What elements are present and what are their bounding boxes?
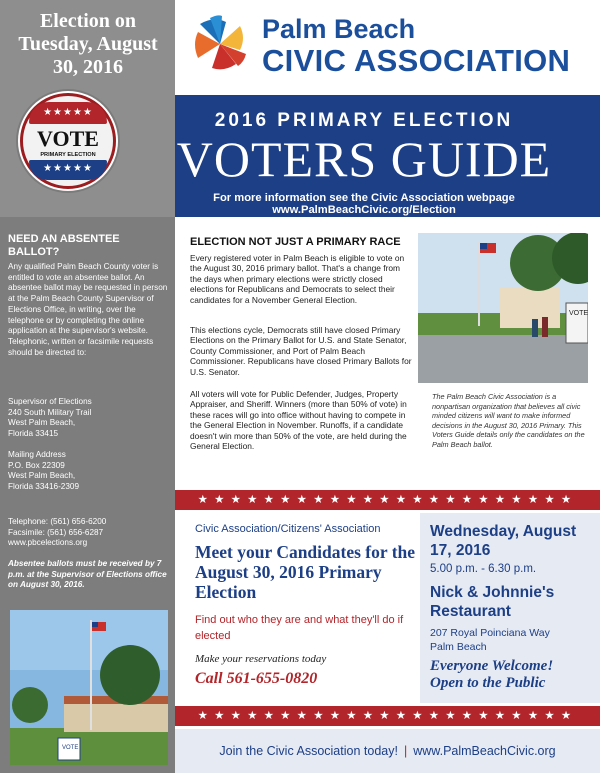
facsimile: Facsimile: (561) 656-6287 — [8, 527, 104, 537]
sidebar-office-address — [8, 397, 170, 440]
article-paragraph-1: Every registered voter in Palm Beach is eligible to vote on the August 30, 2016 primary ballot. That's a change from the days when primary elections were strictly closed elections for Republicans and Democrats to select their candidates for a November General Election. — [190, 253, 405, 305]
town-hall-photo — [418, 233, 588, 383]
banner-subtitle: 2016 PRIMARY ELECTION — [214, 110, 514, 131]
footer — [175, 729, 600, 773]
photo-caption: The Palm Beach Civic Association is a nonpartisan organization that believes all civic minded citizens will want to make informed decisions in the August 30, 2016 Primary. This Voters Guide details only the candidates on the Palm Beach ballot. — [432, 392, 585, 449]
banner-title: VOTERS GUIDE — [176, 131, 552, 187]
event-time: 5.00 p.m. - 6.30 p.m. — [430, 563, 537, 575]
event-welcome — [430, 658, 553, 692]
office-line: Florida 33415 — [8, 429, 59, 439]
sidebar-contact — [8, 517, 170, 549]
event-phone: Call 561-655-0820 — [195, 670, 318, 687]
mailing-line: P.O. Box 22309 — [8, 460, 65, 470]
welcome-line: Open to the Public — [430, 675, 546, 691]
article-heading: ELECTION NOT JUST A PRIMARY RACE — [190, 236, 401, 248]
event-reservations: Make your reservations today — [195, 653, 327, 665]
mailing-line: West Palm Beach, — [8, 471, 76, 481]
mailing-line: Florida 33416-2309 — [8, 482, 80, 492]
event-venue: Nick & Johnnie's Restaurant — [430, 584, 555, 620]
join-text: Join the Civic Association today! — [219, 744, 398, 758]
brand-name-line2: CIVIC ASSOCIATION — [262, 43, 571, 78]
stars-row: ★★★★★★★★★★★★★★★★★★★★★★★ — [175, 493, 600, 507]
civic-website-link[interactable]: www.PalmBeachCivic.org — [413, 744, 556, 758]
article-paragraph-3: All voters will vote for Public Defender, Judges, Property Appraiser, and Sheriff. Winners (more than 50% of vote) in these races will go into office without having to compete in the General Election in November. Runoffs, if a candidate doesn't win more than 50% of the vote, are held during the General Election. — [190, 389, 407, 452]
stars-divider-bottom — [175, 706, 600, 726]
footer-separator: | — [403, 744, 408, 758]
polling-place-photo — [10, 610, 168, 765]
stars-row: ★★★★★★★★★★★★★★★★★★★★★★★ — [175, 709, 600, 723]
badge-stars-bottom: ★★★★★ — [29, 160, 107, 180]
event-organizer: Civic Association/Citizens' Association — [195, 523, 381, 535]
civic-association-logo-icon — [192, 14, 248, 76]
sign-vote-text: VOTE — [62, 745, 79, 751]
event-tagline: Find out who they are and what they'll do if elected — [195, 614, 404, 642]
sidebar-heading: NEED AN ABSENTEE BALLOT? — [8, 233, 120, 258]
sidebar-intro: Any qualified Palm Beach County voter is entitled to vote an absentee ballot. An absentee ballot may be requested in person at the Palm Beach County Supervisor of Elections Office, in writing, over the telephone or by completing the online application at the supervisor's website. Telephonic, written or facsimile requests should be directed to: — [8, 262, 168, 357]
article-paragraph-2: This elections cycle, Democrats still have closed Primary Elections on the Primary Ballot for U.S. and State Senator, County Commissioner, and Port of Palm Beach Commissioner. Republicans have closed Primary Ballots for U.S. Senator. — [190, 325, 412, 377]
sidebar-deadline: Absentee ballots must be received by 7 p.m. at the Supervisor of Elections office on August 30, 2016. — [8, 559, 167, 590]
brand-name-line1: Palm Beach — [262, 14, 416, 44]
badge-vote-text: VOTE — [37, 126, 99, 151]
office-line: 240 South Military Trail — [8, 407, 92, 417]
stars-divider-top — [175, 490, 600, 510]
badge-sub-text: PRIMARY ELECTION — [40, 152, 96, 158]
event-title: Meet your Candidates for the August 30, 2016 Primary Election — [195, 542, 416, 602]
event-address — [430, 626, 550, 654]
sidebar-mailing-address — [8, 450, 170, 493]
address-line: 207 Royal Poinciana Way — [430, 627, 550, 639]
office-line: Supervisor of Elections — [8, 397, 92, 406]
sign-vote-text: VOTE — [569, 310, 588, 317]
event-date: Wednesday, August 17, 2016 — [430, 523, 577, 559]
more-info-text: For more information see the Civic Association webpage www.PalmBeachCivic.org/Election — [213, 192, 515, 216]
welcome-line: Everyone Welcome! — [430, 658, 554, 674]
telephone: Telephone: (561) 656-6200 — [8, 517, 107, 526]
mailing-line: Mailing Address — [8, 450, 66, 459]
vote-badge-icon — [20, 93, 116, 189]
elections-website-link[interactable]: www.pbcelections.org — [8, 538, 88, 548]
election-date: Election on Tuesday, August 30, 2016 — [18, 10, 158, 78]
absentee-sidebar — [0, 217, 175, 773]
badge-stars-top: ★★★★★ — [29, 102, 107, 124]
address-line: Palm Beach — [430, 641, 487, 653]
office-line: West Palm Beach, — [8, 418, 76, 428]
